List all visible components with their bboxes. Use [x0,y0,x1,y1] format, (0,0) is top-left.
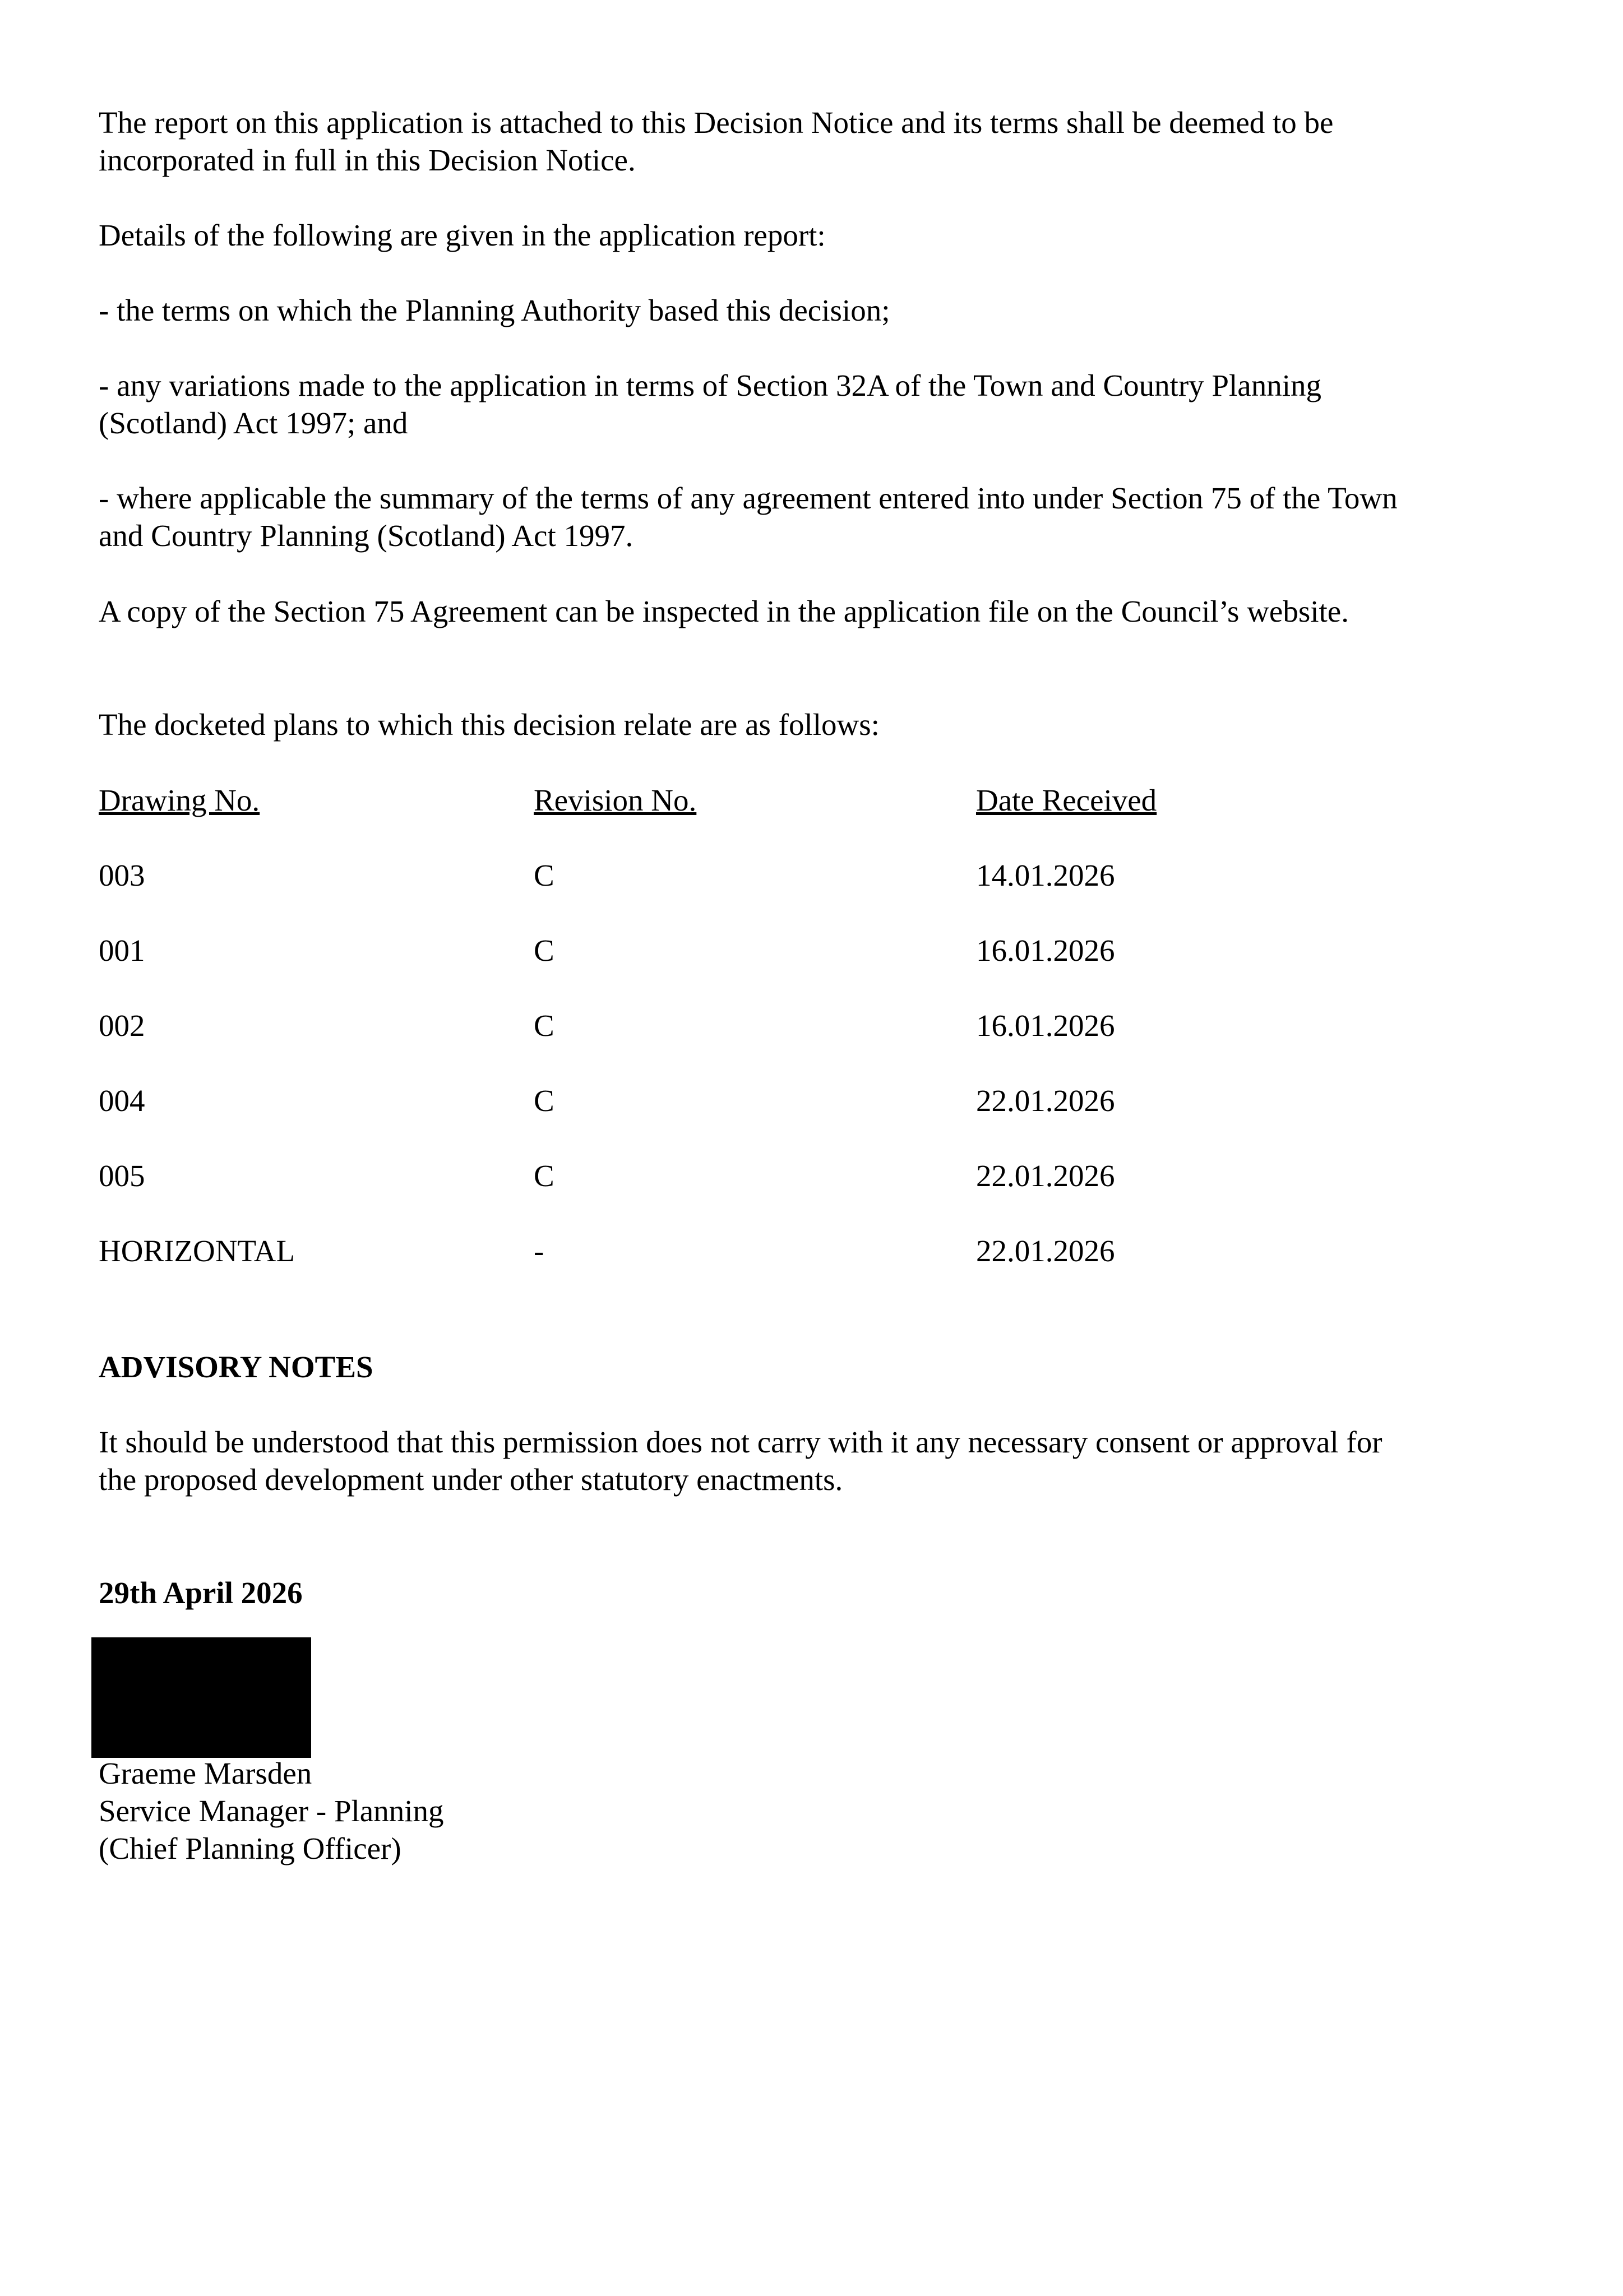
date-received-cell: 16.01.2026 [976,1008,1115,1043]
date-received-cell: 22.01.2026 [976,1159,1115,1193]
signature-date: 29th April 2026 [99,1576,303,1610]
revision-no-cell: - [534,1234,544,1268]
drawing-no-cell: 002 [99,1008,145,1043]
drawing-no-cell: HORIZONTAL [99,1234,295,1268]
intro-paragraph: The report on this application is attached to this Decision Notice and its terms shall be deemed to be incorporated in full in this Decision Notice. [99,105,1334,177]
details-item: - where applicable the summary of the terms of any agreement entered into under Section 75 of the Town and Country Planning (Scotland) Act 1997. [99,481,1398,553]
signatory-title: Service Manager - Planning [99,1794,444,1828]
revision-no-cell: C [534,1008,554,1043]
table-row [99,932,1388,1007]
details-intro: Details of the following are given in the application report: [99,218,826,252]
drawing-no-cell: 003 [99,858,145,892]
details-item: - the terms on which the Planning Authority based this decision; [99,293,890,327]
redacted-signature [91,1637,311,1758]
docketed-plans-table [99,781,1388,1307]
table-row [99,1157,1388,1232]
header-drawing-no: Drawing No. [99,783,260,817]
date-received-cell: 16.01.2026 [976,933,1115,968]
signatory-role: (Chief Planning Officer) [99,1831,401,1866]
advisory-notes-heading: ADVISORY NOTES [99,1350,373,1384]
date-received-cell: 22.01.2026 [976,1234,1115,1268]
details-item: - any variations made to the application in terms of Section 32A of the Town and Country Planning (Scotland) Act 1997; and [99,368,1321,440]
header-date-received: Date Received [976,783,1157,817]
table-row [99,1007,1388,1082]
table-row [99,1082,1388,1157]
date-received-cell: 22.01.2026 [976,1084,1115,1118]
header-revision-no: Revision No. [534,783,697,817]
table-header-row [99,781,1388,857]
table-row [99,857,1388,932]
advisory-notes-text: It should be understood that this permission does not carry with it any necessary consent or approval for the proposed development under other statutory enactments. [99,1425,1382,1497]
drawing-no-cell: 005 [99,1159,145,1193]
date-received-cell: 14.01.2026 [976,858,1115,892]
table-row [99,1232,1388,1307]
drawing-no-cell: 001 [99,933,145,968]
plans-intro: The docketed plans to which this decision relate are as follows: [99,707,880,742]
revision-no-cell: C [534,858,554,892]
section75-note: A copy of the Section 75 Agreement can be inspected in the application file on the Council’s website. [99,594,1349,628]
revision-no-cell: C [534,1084,554,1118]
drawing-no-cell: 004 [99,1084,145,1118]
revision-no-cell: C [534,1159,554,1193]
signatory-name: Graeme Marsden [99,1756,312,1790]
revision-no-cell: C [534,933,554,968]
